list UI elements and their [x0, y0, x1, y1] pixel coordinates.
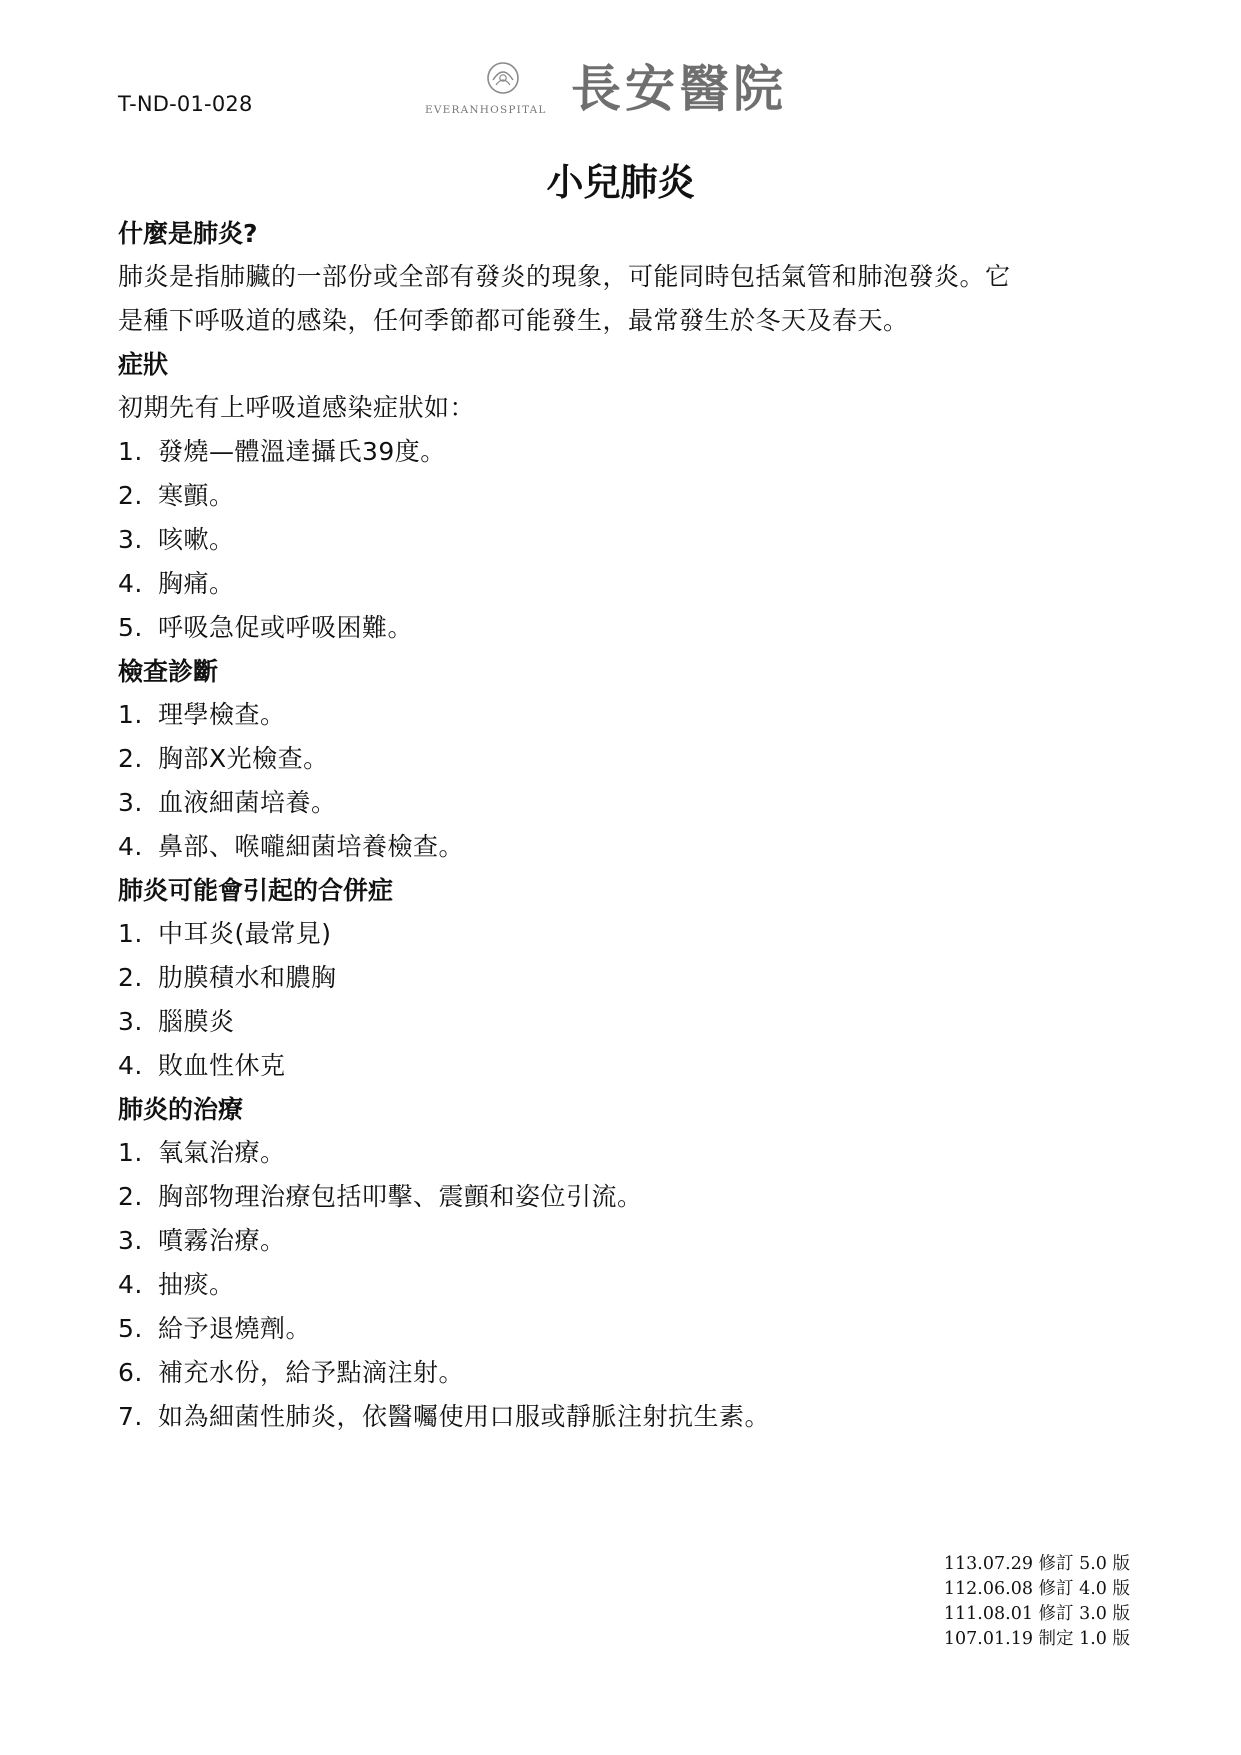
item-number: 3.	[118, 525, 143, 554]
item-text: 鼻部、喉嚨細菌培養檢查。	[158, 832, 465, 861]
item-number: 4.	[118, 569, 143, 598]
revision-line: 113.07.29 修訂 5.0 版	[943, 1554, 1130, 1574]
hospital-name-en: EVERANHOSPITAL	[425, 104, 547, 116]
item-number: 7.	[118, 1402, 143, 1431]
item-number: 2.	[118, 481, 143, 510]
revision-line: 111.08.01 修訂 3.0 版	[943, 1604, 1130, 1624]
list-item	[118, 1175, 1138, 1219]
item-number: 5.	[118, 613, 143, 642]
section-symptoms	[118, 343, 1138, 650]
list-item	[118, 956, 1138, 1000]
item-text: 噴霧治療。	[158, 1226, 286, 1255]
complications-list	[118, 912, 1138, 1088]
item-number: 4.	[118, 1270, 143, 1299]
list-item	[118, 1351, 1138, 1395]
item-text: 發燒—體溫達攝氏39度。	[158, 437, 446, 466]
item-text: 咳嗽。	[158, 525, 235, 554]
item-number: 1.	[118, 700, 143, 729]
section-heading: 肺炎可能會引起的合併症	[118, 876, 394, 905]
item-number: 3.	[118, 1007, 143, 1036]
item-number: 2.	[118, 1182, 143, 1211]
item-number: 3.	[118, 1226, 143, 1255]
list-item	[118, 693, 1138, 737]
item-text: 胸部物理治療包括叩擊、震顫和姿位引流。	[158, 1182, 643, 1211]
list-item	[118, 737, 1138, 781]
item-text: 理學檢查。	[158, 700, 286, 729]
list-item	[118, 1307, 1138, 1351]
item-text: 給予退燒劑。	[158, 1314, 312, 1343]
item-number: 2.	[118, 744, 143, 773]
document-code: T-ND-01-028	[118, 92, 253, 116]
list-item	[118, 1219, 1138, 1263]
section-what-is-pneumonia	[118, 212, 1138, 343]
list-item	[118, 1000, 1138, 1044]
paragraph-line: 肺炎是指肺臟的一部份或全部有發炎的現象，可能同時包括氣管和肺泡發炎。它	[118, 262, 1011, 291]
list-item	[118, 912, 1138, 956]
section-treatment	[118, 1088, 1138, 1439]
item-number: 4.	[118, 832, 143, 861]
list-item	[118, 1395, 1138, 1439]
list-item	[118, 781, 1138, 825]
section-heading: 症狀	[118, 350, 169, 379]
item-text: 胸痛。	[158, 569, 235, 598]
hospital-emblem-icon	[483, 58, 523, 98]
item-number: 5.	[118, 1314, 143, 1343]
list-item	[118, 1131, 1138, 1175]
item-number: 1.	[118, 437, 143, 466]
item-text: 如為細菌性肺炎，依醫囑使用口服或靜脈注射抗生素。	[158, 1402, 771, 1431]
list-item	[118, 606, 1138, 650]
symptoms-list	[118, 430, 1138, 650]
item-text: 肋膜積水和膿胸	[158, 963, 337, 992]
revision-history	[880, 1552, 1130, 1652]
item-text: 補充水份，給予點滴注射。	[158, 1358, 465, 1387]
section-heading: 檢查診斷	[118, 657, 219, 686]
section-heading: 什麼是肺炎?	[118, 219, 258, 248]
item-text: 寒顫。	[158, 481, 235, 510]
item-number: 1.	[118, 919, 143, 948]
item-number: 1.	[118, 1138, 143, 1167]
hospital-logo	[425, 58, 835, 122]
list-item	[118, 825, 1138, 869]
list-item	[118, 1263, 1138, 1307]
list-item	[118, 474, 1138, 518]
list-item	[118, 430, 1138, 474]
hospital-name-zh: 長安醫院	[571, 60, 787, 118]
page-title: 小兒肺炎	[546, 161, 695, 204]
item-text: 抽痰。	[158, 1270, 235, 1299]
item-text: 敗血性休克	[158, 1051, 286, 1080]
paragraph-line: 是種下呼吸道的感染，任何季節都可能發生，最常發生於冬天及春天。	[118, 306, 909, 335]
symptoms-intro: 初期先有上呼吸道感染症狀如：	[118, 393, 476, 422]
item-text: 腦膜炎	[158, 1007, 235, 1036]
item-text: 胸部X光檢查。	[158, 744, 329, 773]
diagnosis-list	[118, 693, 1138, 869]
list-item	[118, 1044, 1138, 1088]
revision-line: 112.06.08 修訂 4.0 版	[943, 1579, 1130, 1599]
item-number: 6.	[118, 1358, 143, 1387]
item-text: 血液細菌培養。	[158, 788, 337, 817]
item-number: 2.	[118, 963, 143, 992]
item-text: 呼吸急促或呼吸困難。	[158, 613, 414, 642]
section-diagnosis	[118, 650, 1138, 869]
list-item	[118, 518, 1138, 562]
revision-line: 107.01.19 制定 1.0 版	[943, 1629, 1130, 1649]
treatment-list	[118, 1131, 1138, 1439]
item-number: 3.	[118, 788, 143, 817]
document-body	[118, 212, 1138, 1439]
list-item	[118, 562, 1138, 606]
item-number: 4.	[118, 1051, 143, 1080]
item-text: 氧氣治療。	[158, 1138, 286, 1167]
section-complications	[118, 869, 1138, 1088]
item-text: 中耳炎(最常見)	[158, 919, 332, 948]
section-heading: 肺炎的治療	[118, 1095, 244, 1124]
